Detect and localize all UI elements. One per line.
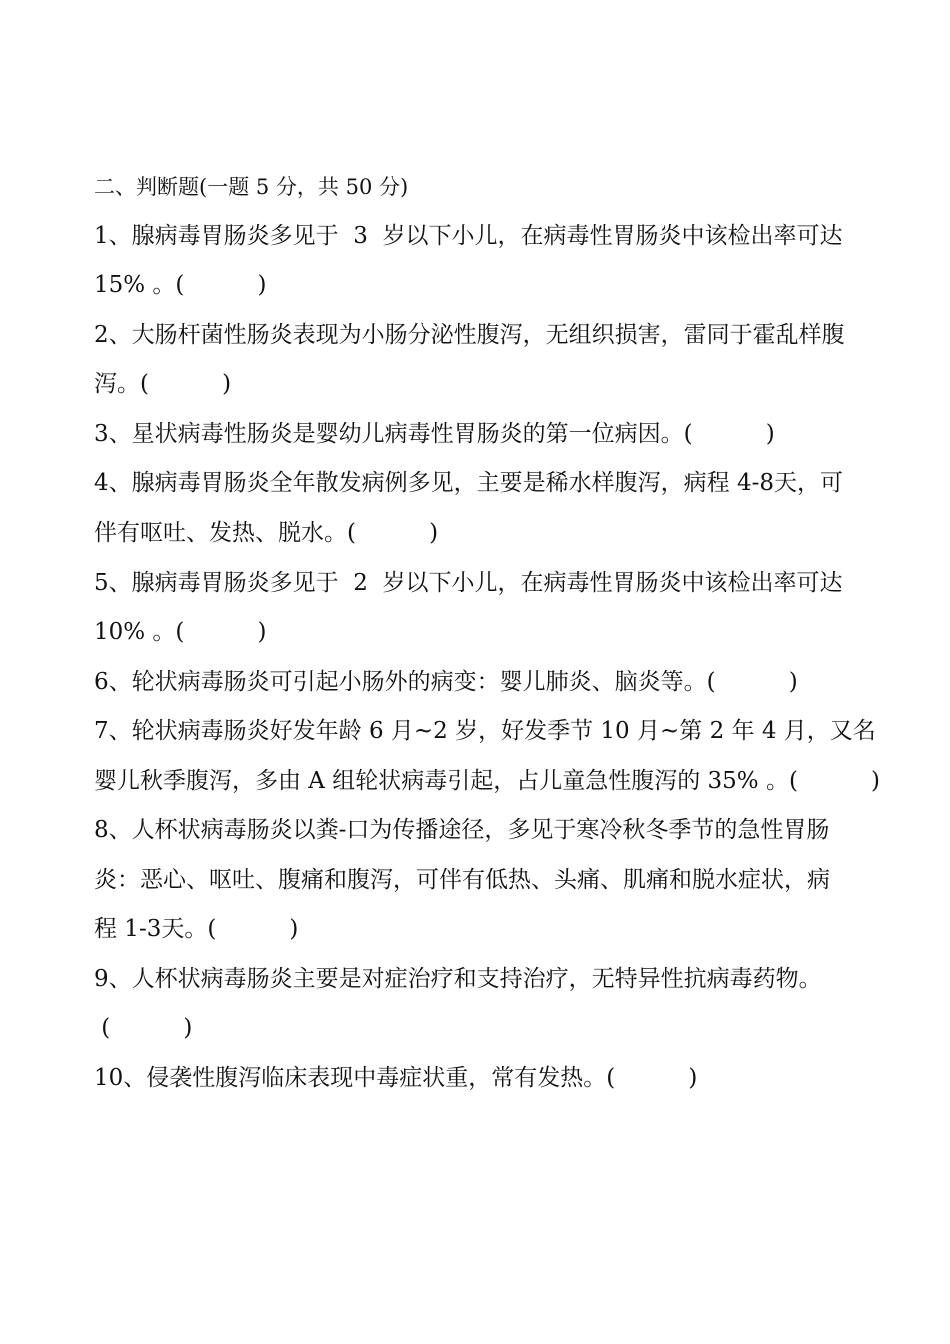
question-line: 3、星状病毒性肠炎是婴幼儿病毒性胃肠炎的第一位病因。( ): [94, 421, 775, 447]
question-line: 4、腺病毒胃肠炎全年散发病例多见，主要是稀水样腹泻，病程 4-8天，可: [94, 470, 843, 496]
question-line: 泻。( ): [94, 371, 232, 397]
question-line: 6、轮状病毒肠炎可引起小肠外的病变：婴儿肺炎、脑炎等。( ): [94, 669, 798, 695]
question-line: 程 1-3天。( ): [94, 916, 299, 942]
section-title: 二、判断题(一题 5 分，共 50 分): [94, 175, 409, 199]
question-line: 15% 。( ): [94, 272, 267, 298]
question-line: ( ): [94, 1015, 193, 1041]
question-line: 1、腺病毒胃肠炎多见于 3 岁以下小儿，在病毒性胃肠炎中该检出率可达: [94, 223, 843, 249]
question-line: 10、侵袭性腹泻临床表现中毒症状重，常有发热。( ): [94, 1065, 698, 1091]
question-line: 5、腺病毒胃肠炎多见于 2 岁以下小儿，在病毒性胃肠炎中该检出率可达: [94, 570, 843, 596]
question-line: 伴有呕吐、发热、脱水。( ): [94, 520, 439, 546]
question-line: 8、人杯状病毒肠炎以粪-口为传播途径，多见于寒冷秋冬季节的急性胃肠: [94, 817, 830, 843]
question-line: 10% 。( ): [94, 619, 267, 645]
question-line: 炎：恶心、呕吐、腹痛和腹泻，可伴有低热、头痛、肌痛和脱水症状，病: [94, 867, 830, 893]
question-line: 9、人杯状病毒肠炎主要是对症治疗和支持治疗，无特异性抗病毒药物。: [94, 966, 822, 992]
question-line: 婴儿秋季腹泻，多由 A 组轮状病毒引起，占儿童急性腹泻的 35% 。( ): [94, 768, 881, 794]
question-line: 7、轮状病毒肠炎好发年龄 6 月~2 岁，好发季节 10 月~第 2 年 4 月，又名: [94, 718, 876, 744]
question-line: 2、大肠杆菌性肠炎表现为小肠分泌性腹泻，无组织损害，雷同于霍乱样腹: [94, 322, 845, 348]
